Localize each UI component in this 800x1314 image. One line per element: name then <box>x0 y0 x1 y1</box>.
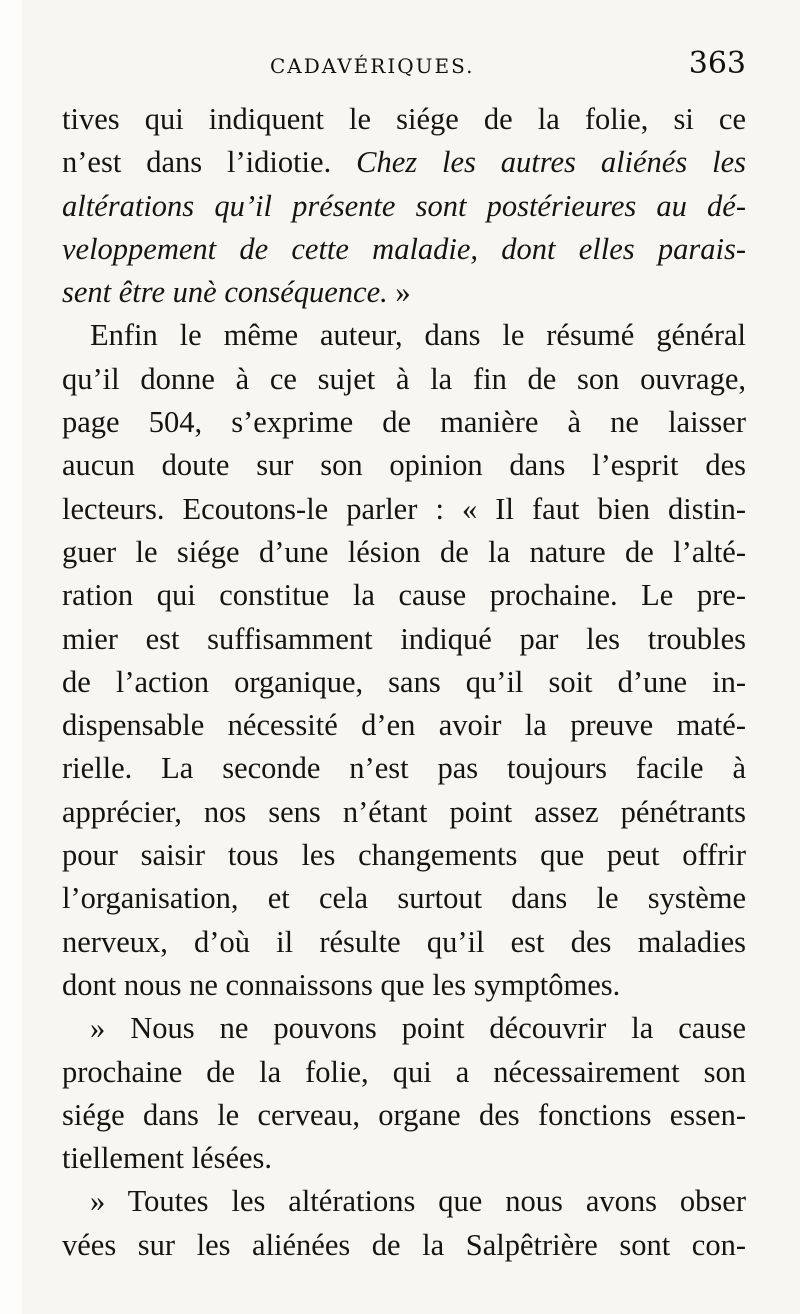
text-line: nerveux, d’où il résulte qu’il est des maladies <box>62 924 746 959</box>
text-line: pour saisir tous les changements que peut offrir <box>62 838 746 873</box>
paragraph-first-line: » Nous ne pouvons point découvrir la cause <box>90 1011 746 1046</box>
text-line: de l’action organique, sans qu’il soit d’une in- <box>62 664 746 699</box>
text-line: rielle. La seconde n’est pas toujours facile à <box>62 751 746 786</box>
text-line: guer le siége d’une lésion de la nature de l’alté- <box>62 534 746 569</box>
text-line: apprécier, nos sens n’étant point assez pénétrants <box>62 794 746 829</box>
italic-text-segment: Chez les autres aliénés les <box>356 145 746 180</box>
text-line: dont nous ne connaissons que les symptômes. <box>62 967 621 1002</box>
text-line: prochaine de la folie, qui a nécessairement son <box>62 1054 746 1089</box>
text-line: mier est suffisamment indiqué par les troubles <box>62 621 746 656</box>
closing-quote-mark: » <box>395 275 411 310</box>
text-line: ration qui constitue la cause prochaine. Le pre- <box>62 578 746 613</box>
page-body-text <box>62 98 746 1267</box>
italic-text-line: veloppement de cette maladie, dont elles parais- <box>62 231 746 266</box>
text-line: page 504, s’exprime de manière à ne laisser <box>62 405 746 440</box>
text-line: l’organisation, et cela surtout dans le système <box>62 881 746 916</box>
text-line: siége dans le cerveau, organe des fonctions essen- <box>62 1097 746 1132</box>
text-line: lecteurs. Ecoutons-le parler : « Il faut bien distin- <box>62 491 746 526</box>
text-line <box>62 141 746 184</box>
text-line: tives qui indiquent le siége de la folie, si ce <box>62 102 746 136</box>
page-number: 363 <box>688 46 746 81</box>
running-head: CADAVÉRIQUES. <box>270 54 475 78</box>
paragraph-first-line: Enfin le même auteur, dans le résumé général <box>90 318 746 353</box>
text-line: dispensable nécessité d’en avoir la preuve maté- <box>62 708 746 743</box>
text-line <box>62 271 746 314</box>
text-line: qu’il donne à ce sujet à la fin de son ouvrage, <box>62 361 746 396</box>
italic-text-segment: sent être unè conséquence. <box>62 275 388 310</box>
text-line: tiellement lésées. <box>62 1141 273 1176</box>
italic-text-line: altérations qu’il présente sont postérieures au dé- <box>62 188 746 223</box>
page-edge <box>0 0 22 1314</box>
text-segment: n’est dans l’idiotie. <box>62 145 332 180</box>
paragraph-first-line: » Toutes les altérations que nous avons obser <box>90 1184 746 1219</box>
page-header <box>60 46 750 86</box>
text-line: vées sur les aliénées de la Salpêtrière sont con- <box>62 1227 746 1262</box>
text-line: aucun doute sur son opinion dans l’esprit des <box>62 448 746 483</box>
